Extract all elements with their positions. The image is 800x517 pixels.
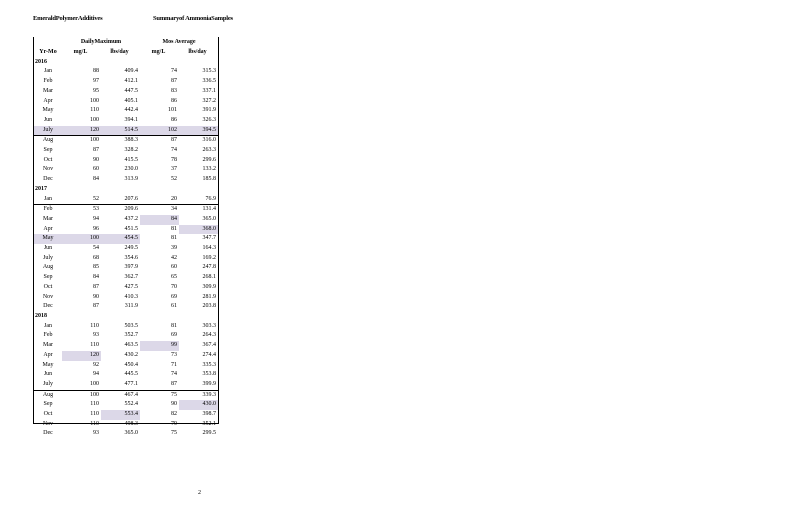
daily-max-mgl-cell: 85 [93, 264, 99, 271]
avg-mgl-cell: 87 [140, 136, 179, 146]
avg-mgl-cell: 99 [140, 341, 179, 351]
daily-max-lbs-cell: 503.5 [124, 322, 138, 329]
table-row [34, 390, 218, 400]
month-cell: Sep [43, 401, 53, 408]
month-cell: July [34, 126, 62, 136]
daily-max-mgl-cell: 95 [93, 87, 99, 94]
table-row [34, 254, 218, 264]
avg-lbs-cell: 303.3 [202, 322, 216, 329]
daily-max-mgl-cell: 100 [90, 97, 99, 104]
month-cell: Oct [43, 156, 53, 163]
daily-max-lbs-cell: 514.5 [101, 126, 140, 136]
daily-max-mgl-cell: 90 [93, 293, 99, 300]
month-cell: Apr [43, 351, 53, 358]
table-row [34, 67, 218, 77]
avg-lbs-cell: 281.9 [202, 293, 216, 300]
col-header-yr-mo: Yr-Mo [39, 49, 57, 55]
table-row [34, 429, 218, 439]
daily-max-lbs-cell: 447.5 [124, 87, 138, 94]
daily-max-mgl-cell: 110 [90, 411, 99, 418]
daily-max-mgl-cell: 92 [93, 361, 99, 368]
month-cell: Nov [42, 293, 54, 300]
month-cell: Sep [43, 147, 53, 154]
table-row [34, 361, 218, 371]
daily-max-lbs-cell: 442.4 [124, 107, 138, 114]
avg-lbs-cell: 268.1 [202, 274, 216, 281]
daily-max-lbs-cell: 207.6 [124, 195, 138, 202]
daily-max-mgl-cell: 93 [93, 430, 99, 437]
group-header-empty [34, 37, 62, 48]
col-header-daily-mgl: mg/L [73, 49, 88, 55]
month-cell: Mar [43, 342, 53, 349]
table-row [34, 322, 218, 332]
daily-max-lbs-cell: 463.5 [124, 342, 138, 349]
avg-lbs-cell: 352.1 [202, 420, 216, 427]
table-row [34, 302, 218, 312]
daily-max-lbs-cell: 552.4 [124, 401, 138, 408]
ammonia-table-frame [33, 37, 219, 437]
avg-mgl-cell: 74 [171, 68, 177, 75]
group-header-monthly-avg: Mos Average [162, 39, 196, 45]
daily-max-mgl-cell: 120 [62, 351, 101, 361]
month-cell: Jun [43, 245, 53, 252]
avg-lbs-cell: 299.5 [202, 430, 216, 437]
column-header-row [34, 48, 218, 58]
avg-mgl-cell: 34 [140, 205, 179, 215]
daily-max-lbs-cell: 477.1 [124, 380, 138, 387]
table-row [34, 283, 218, 293]
month-cell: Feb [43, 332, 53, 339]
daily-max-mgl-cell: 94 [93, 371, 99, 378]
col-header-daily-lbs: lbs/day [110, 49, 129, 55]
daily-max-lbs-cell: 437.2 [124, 215, 138, 222]
daily-max-lbs-cell: 451.5 [124, 225, 138, 232]
table-row [34, 400, 218, 410]
table-row [34, 215, 218, 225]
avg-mgl-cell: 60 [171, 264, 177, 271]
page-number: 2 [198, 490, 201, 496]
daily-max-mgl-cell: 93 [93, 332, 99, 339]
avg-mgl-cell: 70 [171, 283, 177, 290]
avg-lbs-cell: 264.3 [202, 332, 216, 339]
daily-max-mgl-cell: 53 [62, 205, 101, 215]
daily-max-lbs-cell: 427.5 [124, 283, 138, 290]
table-row [34, 205, 218, 215]
table-row [34, 234, 218, 244]
avg-lbs-cell: 164.3 [202, 245, 216, 252]
daily-max-lbs-cell: 553.4 [101, 410, 140, 420]
avg-lbs-cell: 247.8 [202, 264, 216, 271]
table-row [34, 331, 218, 341]
month-cell: Oct [43, 411, 53, 418]
avg-lbs-cell: 316.0 [179, 136, 218, 146]
avg-lbs-cell: 353.8 [202, 371, 216, 378]
year-label: 2017 [35, 185, 47, 192]
table-row [34, 420, 218, 430]
avg-lbs-cell: 169.2 [202, 254, 216, 261]
avg-lbs-cell: 335.3 [202, 361, 216, 368]
avg-lbs-cell: 368.0 [179, 225, 218, 235]
avg-mgl-cell: 79 [171, 420, 177, 427]
table-row [34, 293, 218, 303]
daily-max-mgl-cell: 88 [93, 68, 99, 75]
table-row [34, 195, 218, 205]
month-cell: Jan [44, 322, 52, 329]
month-cell: Jan [44, 68, 52, 75]
avg-mgl-cell: 81 [171, 235, 177, 242]
month-cell: Mar [43, 87, 53, 94]
daily-max-mgl-cell: 100 [62, 136, 101, 146]
avg-mgl-cell: 86 [171, 97, 177, 104]
daily-max-mgl-cell: 84 [93, 176, 99, 183]
daily-max-mgl-cell: 100 [62, 234, 101, 244]
col-header-avg-mgl: mg/L [151, 49, 166, 55]
table-row [34, 116, 218, 126]
year-label: 2016 [35, 58, 47, 65]
month-cell: Apr [43, 97, 53, 104]
daily-max-lbs-cell: 430.2 [124, 351, 138, 358]
table-row [34, 370, 218, 380]
daily-max-mgl-cell: 87 [93, 283, 99, 290]
avg-mgl-cell: 73 [171, 351, 177, 358]
avg-lbs-cell: 367.4 [202, 342, 216, 349]
month-cell: Nov [42, 166, 54, 173]
table-row [34, 97, 218, 107]
avg-lbs-cell: 133.2 [202, 166, 216, 173]
daily-max-lbs-cell: 498.3 [124, 420, 138, 427]
month-cell: Apr [43, 225, 53, 232]
table-row [34, 410, 218, 420]
daily-max-mgl-cell: 110 [90, 342, 99, 349]
daily-max-mgl-cell: 84 [93, 274, 99, 281]
month-cell: Nov [42, 420, 54, 427]
daily-max-mgl-cell: 87 [93, 303, 99, 310]
avg-mgl-cell: 87 [171, 380, 177, 387]
avg-lbs-cell: 394.5 [179, 126, 218, 136]
table-row [34, 106, 218, 116]
daily-max-lbs-cell: 249.5 [124, 245, 138, 252]
group-header-row [34, 37, 218, 48]
table-row [34, 146, 218, 156]
month-cell: July [42, 254, 53, 261]
month-cell: Jan [44, 195, 52, 202]
month-cell: Aug [34, 390, 62, 400]
table-row [34, 165, 218, 175]
avg-mgl-cell: 71 [171, 361, 177, 368]
daily-max-mgl-cell: 100 [90, 380, 99, 387]
company-name: EmeraldPolymerAdditives [33, 15, 103, 22]
avg-lbs-cell: 203.8 [202, 303, 216, 310]
month-cell: May [34, 234, 62, 244]
avg-mgl-cell: 84 [140, 215, 179, 225]
daily-max-lbs-cell: 450.4 [124, 361, 138, 368]
avg-lbs-cell: 274.4 [202, 351, 216, 358]
avg-lbs-cell: 299.6 [202, 156, 216, 163]
table-row [34, 341, 218, 351]
col-header-avg-lbs: lbs/day [188, 49, 207, 55]
avg-mgl-cell: 65 [171, 274, 177, 281]
month-cell: May [42, 107, 54, 114]
avg-lbs-cell: 398.7 [202, 411, 216, 418]
daily-max-lbs-cell: 412.1 [124, 78, 138, 85]
avg-lbs-cell: 309.9 [202, 283, 216, 290]
avg-mgl-cell: 20 [171, 195, 177, 202]
year-row [34, 58, 218, 68]
avg-lbs-cell: 315.3 [202, 68, 216, 75]
month-cell: Dec [43, 430, 53, 437]
table-row [34, 77, 218, 87]
group-header-daily-max: DailyMaximum [80, 39, 122, 45]
avg-lbs-cell: 263.3 [202, 147, 216, 154]
daily-max-mgl-cell: 68 [93, 254, 99, 261]
month-cell: Sep [43, 274, 53, 281]
table-row [34, 244, 218, 254]
daily-max-mgl-cell: 100 [62, 390, 101, 400]
table-row [34, 87, 218, 97]
month-cell: July [42, 380, 53, 387]
year-row [34, 185, 218, 195]
daily-max-lbs-cell: 352.7 [124, 332, 138, 339]
month-cell: Oct [43, 283, 53, 290]
month-cell: Aug [42, 264, 54, 271]
daily-max-mgl-cell: 100 [90, 116, 99, 123]
daily-max-mgl-cell: 110 [90, 401, 99, 408]
month-cell: Dec [43, 176, 53, 183]
daily-max-lbs-cell: 230.0 [124, 166, 138, 173]
daily-max-lbs-cell: 410.3 [124, 293, 138, 300]
month-cell: Dec [43, 303, 53, 310]
daily-max-mgl-cell: 96 [93, 225, 99, 232]
daily-max-lbs-cell: 209.6 [101, 205, 140, 215]
avg-lbs-cell: 327.2 [202, 97, 216, 104]
daily-max-lbs-cell: 397.9 [124, 264, 138, 271]
avg-lbs-cell: 337.1 [202, 87, 216, 94]
daily-max-mgl-cell: 110 [90, 322, 99, 329]
table-row [34, 156, 218, 166]
avg-lbs-cell: 336.5 [202, 78, 216, 85]
avg-mgl-cell: 74 [171, 147, 177, 154]
avg-mgl-cell: 78 [171, 156, 177, 163]
daily-max-lbs-cell: 445.5 [124, 371, 138, 378]
avg-mgl-cell: 81 [171, 322, 177, 329]
table-row [34, 380, 218, 390]
avg-lbs-cell: 326.3 [202, 116, 216, 123]
table-row [34, 351, 218, 361]
avg-mgl-cell: 86 [171, 116, 177, 123]
daily-max-lbs-cell: 415.5 [124, 156, 138, 163]
daily-max-mgl-cell: 110 [90, 420, 99, 427]
month-cell: Feb [43, 78, 53, 85]
table-row [34, 126, 218, 136]
avg-mgl-cell: 39 [171, 245, 177, 252]
avg-mgl-cell: 82 [171, 411, 177, 418]
table-row [34, 175, 218, 185]
avg-lbs-cell: 365.0 [202, 215, 216, 222]
daily-max-lbs-cell: 328.2 [124, 147, 138, 154]
avg-mgl-cell: 37 [171, 166, 177, 173]
avg-lbs-cell: 339.3 [179, 390, 218, 400]
daily-max-mgl-cell: 120 [62, 126, 101, 136]
month-cell: Feb [34, 205, 62, 215]
month-cell: Aug [34, 136, 62, 146]
avg-mgl-cell: 90 [171, 401, 177, 408]
avg-mgl-cell: 101 [168, 107, 177, 114]
avg-mgl-cell: 74 [171, 371, 177, 378]
avg-mgl-cell: 83 [171, 87, 177, 94]
avg-mgl-cell: 69 [171, 332, 177, 339]
avg-mgl-cell: 42 [171, 254, 177, 261]
daily-max-lbs-cell: 394.1 [124, 116, 138, 123]
daily-max-mgl-cell: 90 [93, 156, 99, 163]
avg-lbs-cell: 185.8 [202, 176, 216, 183]
avg-lbs-cell: 131.4 [179, 205, 218, 215]
table-row [34, 263, 218, 273]
avg-lbs-cell: 391.9 [202, 107, 216, 114]
table-row [34, 273, 218, 283]
daily-max-lbs-cell: 365.0 [124, 430, 138, 437]
year-row [34, 312, 218, 322]
daily-max-lbs-cell: 313.9 [124, 176, 138, 183]
table-row [34, 136, 218, 146]
daily-max-lbs-cell: 311.9 [124, 303, 138, 310]
daily-max-lbs-cell: 409.4 [124, 68, 138, 75]
avg-mgl-cell: 52 [171, 176, 177, 183]
daily-max-mgl-cell: 60 [93, 166, 99, 173]
month-cell: May [42, 361, 54, 368]
daily-max-lbs-cell: 454.5 [101, 234, 140, 244]
daily-max-mgl-cell: 87 [93, 147, 99, 154]
year-label: 2018 [35, 312, 47, 319]
avg-mgl-cell: 61 [171, 303, 177, 310]
daily-max-lbs-cell: 467.4 [101, 390, 140, 400]
daily-max-mgl-cell: 97 [93, 78, 99, 85]
avg-mgl-cell: 102 [140, 126, 179, 136]
month-cell: Jun [43, 116, 53, 123]
avg-mgl-cell: 69 [171, 293, 177, 300]
month-cell: Jun [43, 371, 53, 378]
avg-lbs-cell: 347.7 [202, 235, 216, 242]
avg-mgl-cell: 81 [171, 225, 177, 232]
avg-mgl-cell: 87 [171, 78, 177, 85]
daily-max-mgl-cell: 52 [93, 195, 99, 202]
avg-lbs-cell: 76.9 [205, 195, 216, 202]
avg-lbs-cell: 430.0 [179, 400, 218, 410]
month-cell: Mar [43, 215, 53, 222]
table-row [34, 225, 218, 235]
daily-max-lbs-cell: 405.1 [124, 97, 138, 104]
daily-max-lbs-cell: 388.3 [101, 136, 140, 146]
daily-max-mgl-cell: 54 [93, 245, 99, 252]
avg-lbs-cell: 399.9 [202, 380, 216, 387]
avg-mgl-cell: 75 [171, 430, 177, 437]
avg-mgl-cell: 75 [140, 390, 179, 400]
report-title: Summaryof AmmoniaSamples [153, 15, 233, 22]
daily-max-mgl-cell: 94 [93, 215, 99, 222]
daily-max-lbs-cell: 362.7 [124, 274, 138, 281]
ammonia-table [34, 37, 218, 439]
daily-max-mgl-cell: 110 [90, 107, 99, 114]
daily-max-lbs-cell: 354.6 [124, 254, 138, 261]
